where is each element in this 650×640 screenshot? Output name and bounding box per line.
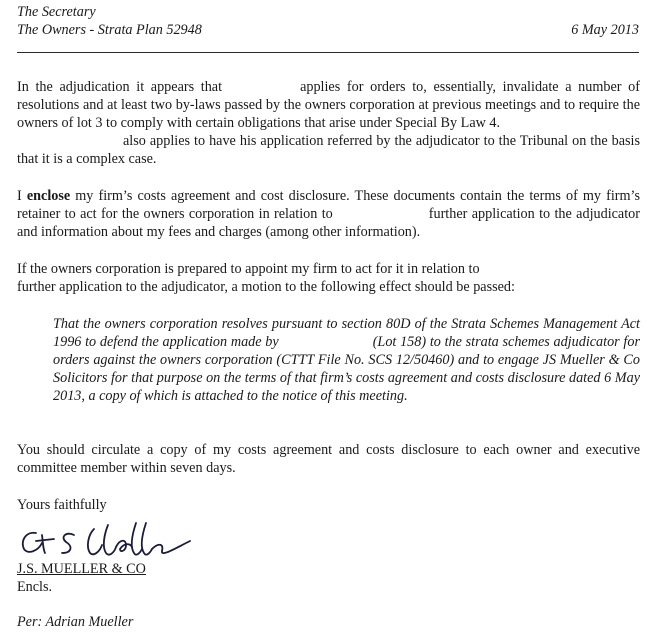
enclosures-label: Encls. — [17, 579, 53, 595]
header-divider — [17, 52, 639, 53]
quote-text-b: (Lot 158) to the strata schemes adjudicator for orders against the owners corporation (CTTT File No. SCS 12/50460) and to engage JS Mueller & Co Solicitors for that purpose on the terms of that firm’s costs agreement and costs disclosure dated 6 May 2013, a copy of which is attached to the notice of this meeting. — [53, 334, 640, 404]
signatory-name: Per: Adrian Mueller — [17, 614, 134, 630]
paragraph-adjudication — [17, 78, 640, 168]
p1-text-b: applies for orders to, essentially, invalidate a number of resolutions and at least two by-laws passed by the owners corporation at previous meetings and to require the owners of lot 3 to comply with certain obligations that arise under Special By Law 4. — [17, 79, 640, 131]
p2-text-b: my firm’s costs agreement and cost disclosure. These documents contain the terms of my firm’s retainer to act for the owners corporation in relation to — [17, 188, 640, 222]
p1-text-c: also applies to have his application referred by the adjudicator to the Tribunal on the basis that it is a complex case. — [17, 133, 640, 167]
letter-header — [17, 3, 639, 39]
paragraph-enclose — [17, 187, 640, 241]
closing-salutation: Yours faithfully — [17, 497, 107, 513]
p2-bold-enclose: enclose — [26, 188, 71, 204]
paragraph-motion-intro — [17, 260, 640, 296]
recipient-line-2: The Owners - Strata Plan 52948 — [17, 22, 202, 38]
paragraph-circulate: You should circulate a copy of my costs agreement and costs disclosure to each owner and executive committee member within seven days. — [17, 442, 640, 476]
p3-text-b: further application to the adjudicator, a motion to the following effect should be passed: — [17, 279, 515, 295]
firm-name: J.S. MUELLER & CO — [17, 561, 146, 577]
motion-quote — [53, 315, 640, 405]
p2-text-c: further application to the adjudicator and information about my fees and charges (among other information). — [17, 206, 640, 240]
handwritten-signature — [16, 513, 196, 561]
quote-text-a: That the owners corporation resolves pursuant to section 80D of the Strata Schemes Management Act 1996 to defend the application made by — [53, 316, 640, 350]
p1-text-a: In the adjudication it appears that — [17, 79, 223, 95]
p3-text-a: If the owners corporation is prepared to appoint my firm to act for it in relation to — [17, 261, 480, 277]
letter-date: 6 May 2013 — [571, 22, 639, 38]
recipient-line-1: The Secretary — [17, 4, 96, 20]
p2-text-a: I — [17, 188, 22, 204]
